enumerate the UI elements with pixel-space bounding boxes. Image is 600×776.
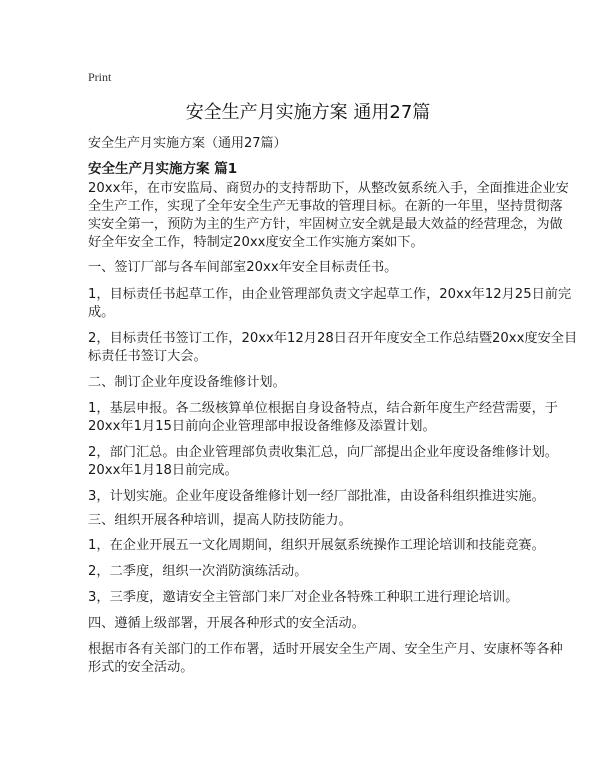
paragraph-line: 1，目标责任书起草工作，由企业管理部负责文字起草工作，20xx年12月25日前完 [88, 287, 572, 302]
paragraph [88, 615, 365, 633]
document-title: 安全生产月实施方案 通用27篇 [185, 102, 431, 123]
paragraph-line: 标责任书签订大会。 [88, 349, 207, 364]
paragraph-line: 成。 [88, 305, 115, 320]
paragraph-line: 一、签订厂部与各车间部室20xx年安全目标责任书。 [88, 260, 398, 275]
paragraph-line: 三、组织开展各种培训，提高人防技防能力。 [88, 513, 352, 528]
paragraph-line: 3，计划实施。企业年度设备维修计划一经厂部批准，由设备科组织推进实施。 [88, 489, 545, 504]
paragraph-line: 20xx年，在市安监局、商贸办的支持帮助下，从整改氨系统入手，全面推进企业安 [88, 181, 569, 196]
paragraph [88, 330, 577, 366]
paragraph [88, 286, 571, 322]
paragraph [88, 641, 563, 677]
paragraph [88, 589, 518, 607]
paragraph [88, 259, 397, 277]
paragraph-line: 二、制订企业年度设备维修计划。 [88, 375, 286, 390]
paragraph-line: 2，目标责任书签订工作，20xx年12月28日召开年度安全工作总结暨20xx度安全目 [88, 331, 578, 346]
paragraph [88, 180, 569, 252]
paragraph-line: 实安全第一，预防为主的生产方针，牢固树立安全就是最大效益的经营理念，为做 [88, 217, 563, 232]
paragraph [88, 537, 545, 555]
paragraph-line: 形式的安全活动。 [88, 660, 194, 675]
paragraph-line: 好全年安全工作，特制定20xx度安全工作实施方案如下。 [88, 235, 424, 250]
document-subtitle: 安全生产月实施方案（通用27篇） [88, 136, 287, 151]
paragraph-line: 1，在企业开展五一文化周期间，组织开展氨系统操作工理论培训和技能竞赛。 [88, 538, 545, 553]
paragraph [88, 444, 558, 480]
paragraph-line: 20xx年1月18日前完成。 [88, 463, 238, 478]
paragraph [88, 374, 286, 392]
print-link[interactable]: Print [88, 70, 112, 84]
paragraph-line: 2，二季度，组织一次消防演练活动。 [88, 564, 308, 579]
section-heading: 安全生产月实施方案 篇1 [88, 161, 238, 177]
paragraph [88, 488, 545, 506]
paragraph [88, 400, 558, 436]
paragraph-line: 根据市各有关部门的工作布署，适时开展安全生产周、安全生产月、安康杯等各种 [88, 642, 563, 657]
paragraph-line: 2，部门汇总。由企业管理部负责收集汇总，向厂部提出企业年度设备维修计划。 [88, 445, 558, 460]
paragraph-line: 20xx年1月15日前向企业管理部申报设备维修及添置计划。 [88, 419, 436, 434]
paragraph-line: 全生产工作，实现了全年安全生产无事故的管理目标。在新的一年里，坚持贯彻落 [88, 199, 563, 214]
paragraph-line: 四、遵循上级部署，开展各种形式的安全活动。 [88, 616, 365, 631]
paragraph-line: 1，基层申报。各二级核算单位根据自身设备特点，结合新年度生产经营需要，于 [88, 401, 558, 416]
paragraph-line: 3，三季度，邀请安全主管部门来厂对企业各特殊工种职工进行理论培训。 [88, 590, 519, 605]
paragraph [88, 512, 352, 530]
paragraph [88, 563, 307, 581]
